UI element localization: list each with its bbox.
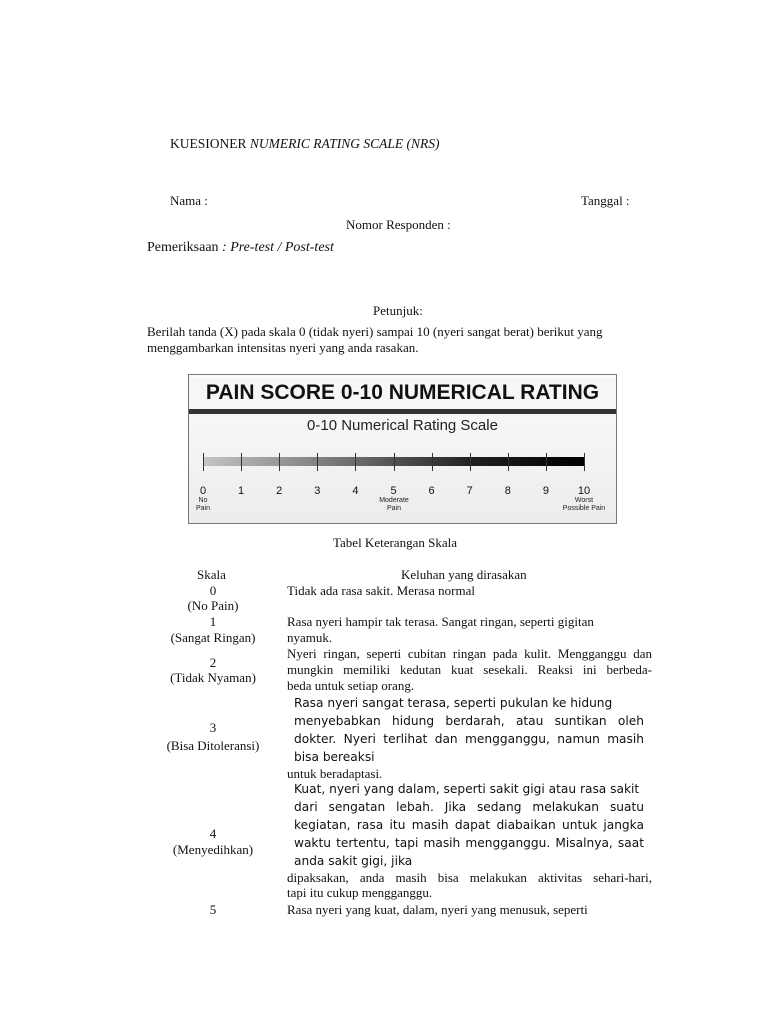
scale-tick (508, 453, 509, 471)
caption-worst-pain: Worst Possible Pain (562, 497, 606, 512)
row-3-desc-4: bisa bereaksi (294, 750, 375, 764)
row-1-num: 1 (209, 614, 217, 629)
row-4-desc-7: tapi itu cukup mengganggu. (287, 885, 433, 900)
pain-score-figure (188, 374, 617, 524)
title-italic: NUMERIC RATING SCALE (NRS) (249, 136, 440, 151)
scale-tick-label: 2 (276, 485, 283, 497)
row-4-desc-3: kegiatan, rasa itu masih dapat diabaikan untuk jangka (294, 818, 644, 832)
scale-tick-label: 4 (352, 485, 359, 497)
pemeriksaan-value: : Pre-test / Post-test (218, 240, 334, 255)
row-1-desc-2: nyamuk. (287, 630, 333, 645)
title-prefix: KUESIONER (170, 136, 250, 151)
scale-tick-label: 9 (542, 485, 549, 497)
scale-tick-label: 7 (466, 485, 473, 497)
caption-moderate-pain: Moderate Pain (379, 497, 409, 512)
figure-subtitle: 0-10 Numerical Rating Scale (307, 417, 498, 434)
scale-tick (317, 453, 318, 471)
pemeriksaan-label: Pemeriksaan (147, 240, 219, 255)
tanggal-field: Tanggal : (581, 193, 630, 208)
row-3-desc-3: dokter. Nyeri terlihat dan mengganggu, namun masih (294, 732, 644, 746)
scale-tick (470, 453, 471, 471)
row-2-desc-1: Nyeri ringan, seperti cubitan ringan pada kulit. Mengganggu dan (287, 646, 652, 661)
scale-tick-label: 1 (238, 485, 245, 497)
scale-tick-label: 5 (390, 485, 397, 497)
scale-tick (584, 453, 585, 471)
row-3-desc-1: Rasa nyeri sangat terasa, seperti pukulan ke hidung (294, 696, 613, 710)
row-5-num: 5 (209, 902, 217, 917)
scale-tick-label: 10 (577, 485, 591, 497)
scale-tick (546, 453, 547, 471)
column-header-keluhan: Keluhan yang dirasakan (401, 567, 527, 582)
row-3-desc-5: untuk beradaptasi. (287, 766, 383, 781)
petunjuk-line-1: Berilah tanda (X) pada skala 0 (tidak nyeri) sampai 10 (nyeri sangat berat) berikut yang (147, 324, 603, 339)
pemeriksaan-field (147, 240, 334, 256)
table-title: Tabel Keterangan Skala (333, 535, 457, 550)
row-0-num: 0 (209, 583, 217, 598)
row-0-desc-1: Tidak ada rasa sakit. Merasa normal (287, 583, 475, 598)
scale-tick (394, 453, 395, 471)
row-4-desc-6: dipaksakan, anda masih bisa melakukan aktivitas sehari-hari, (287, 870, 652, 885)
row-4-num: 4 (209, 826, 217, 841)
nomor-responden-field: Nomor Responden : (346, 217, 451, 232)
row-3-label: (Bisa Ditoleransi) (166, 738, 260, 753)
caption-no-pain: No Pain (195, 497, 211, 512)
scale-tick-label: 6 (428, 485, 435, 497)
scale-tick (432, 453, 433, 471)
petunjuk-line-2: menggambarkan intensitas nyeri yang anda rasakan. (147, 340, 419, 355)
figure-divider (189, 409, 616, 414)
row-2-desc-2: mungkin memiliki kedutan kuat sesekali. Reaksi ini berbeda- (287, 662, 652, 677)
row-4-desc-1: Kuat, nyeri yang dalam, seperti sakit gigi atau rasa sakit (294, 782, 640, 796)
scale-tick-label: 0 (199, 485, 207, 497)
row-3-num: 3 (209, 720, 217, 735)
row-2-num: 2 (209, 655, 217, 670)
column-header-skala: Skala (197, 567, 226, 582)
row-1-label: (Sangat Ringan) (170, 630, 256, 645)
row-2-desc-3: beda untuk setiap orang. (287, 678, 415, 693)
row-4-desc-5: anda sakit gigi, jika (294, 854, 413, 868)
scale-tick (241, 453, 242, 471)
row-5-desc-1: Rasa nyeri yang kuat, dalam, nyeri yang menusuk, seperti (287, 902, 588, 917)
nama-field: Nama : (170, 193, 208, 208)
scale-tick (355, 453, 356, 471)
petunjuk-title: Petunjuk: (373, 303, 423, 318)
row-0-label: (No Pain) (187, 598, 239, 613)
row-3-desc-2: menyebabkan hidung berdarah, atau suntikan oleh (294, 714, 644, 728)
scale-tick (203, 453, 204, 471)
scale-tick-label: 3 (314, 485, 321, 497)
row-1-desc-1: Rasa nyeri hampir tak terasa. Sangat ringan, seperti gigitan (287, 614, 594, 629)
figure-title: PAIN SCORE 0-10 NUMERICAL RATING (189, 378, 616, 408)
row-4-desc-2: dari sengatan lebah. Jika sedang melakukan suatu (294, 800, 644, 814)
scale-tick (279, 453, 280, 471)
row-2-label: (Tidak Nyaman) (170, 670, 256, 685)
document-title (170, 136, 440, 152)
scale-tick-label: 8 (504, 485, 511, 497)
row-4-label: (Menyedihkan) (172, 842, 254, 857)
row-4-desc-4: waktu tertentu, tapi masih mengganggu. Misalnya, saat (294, 836, 644, 850)
